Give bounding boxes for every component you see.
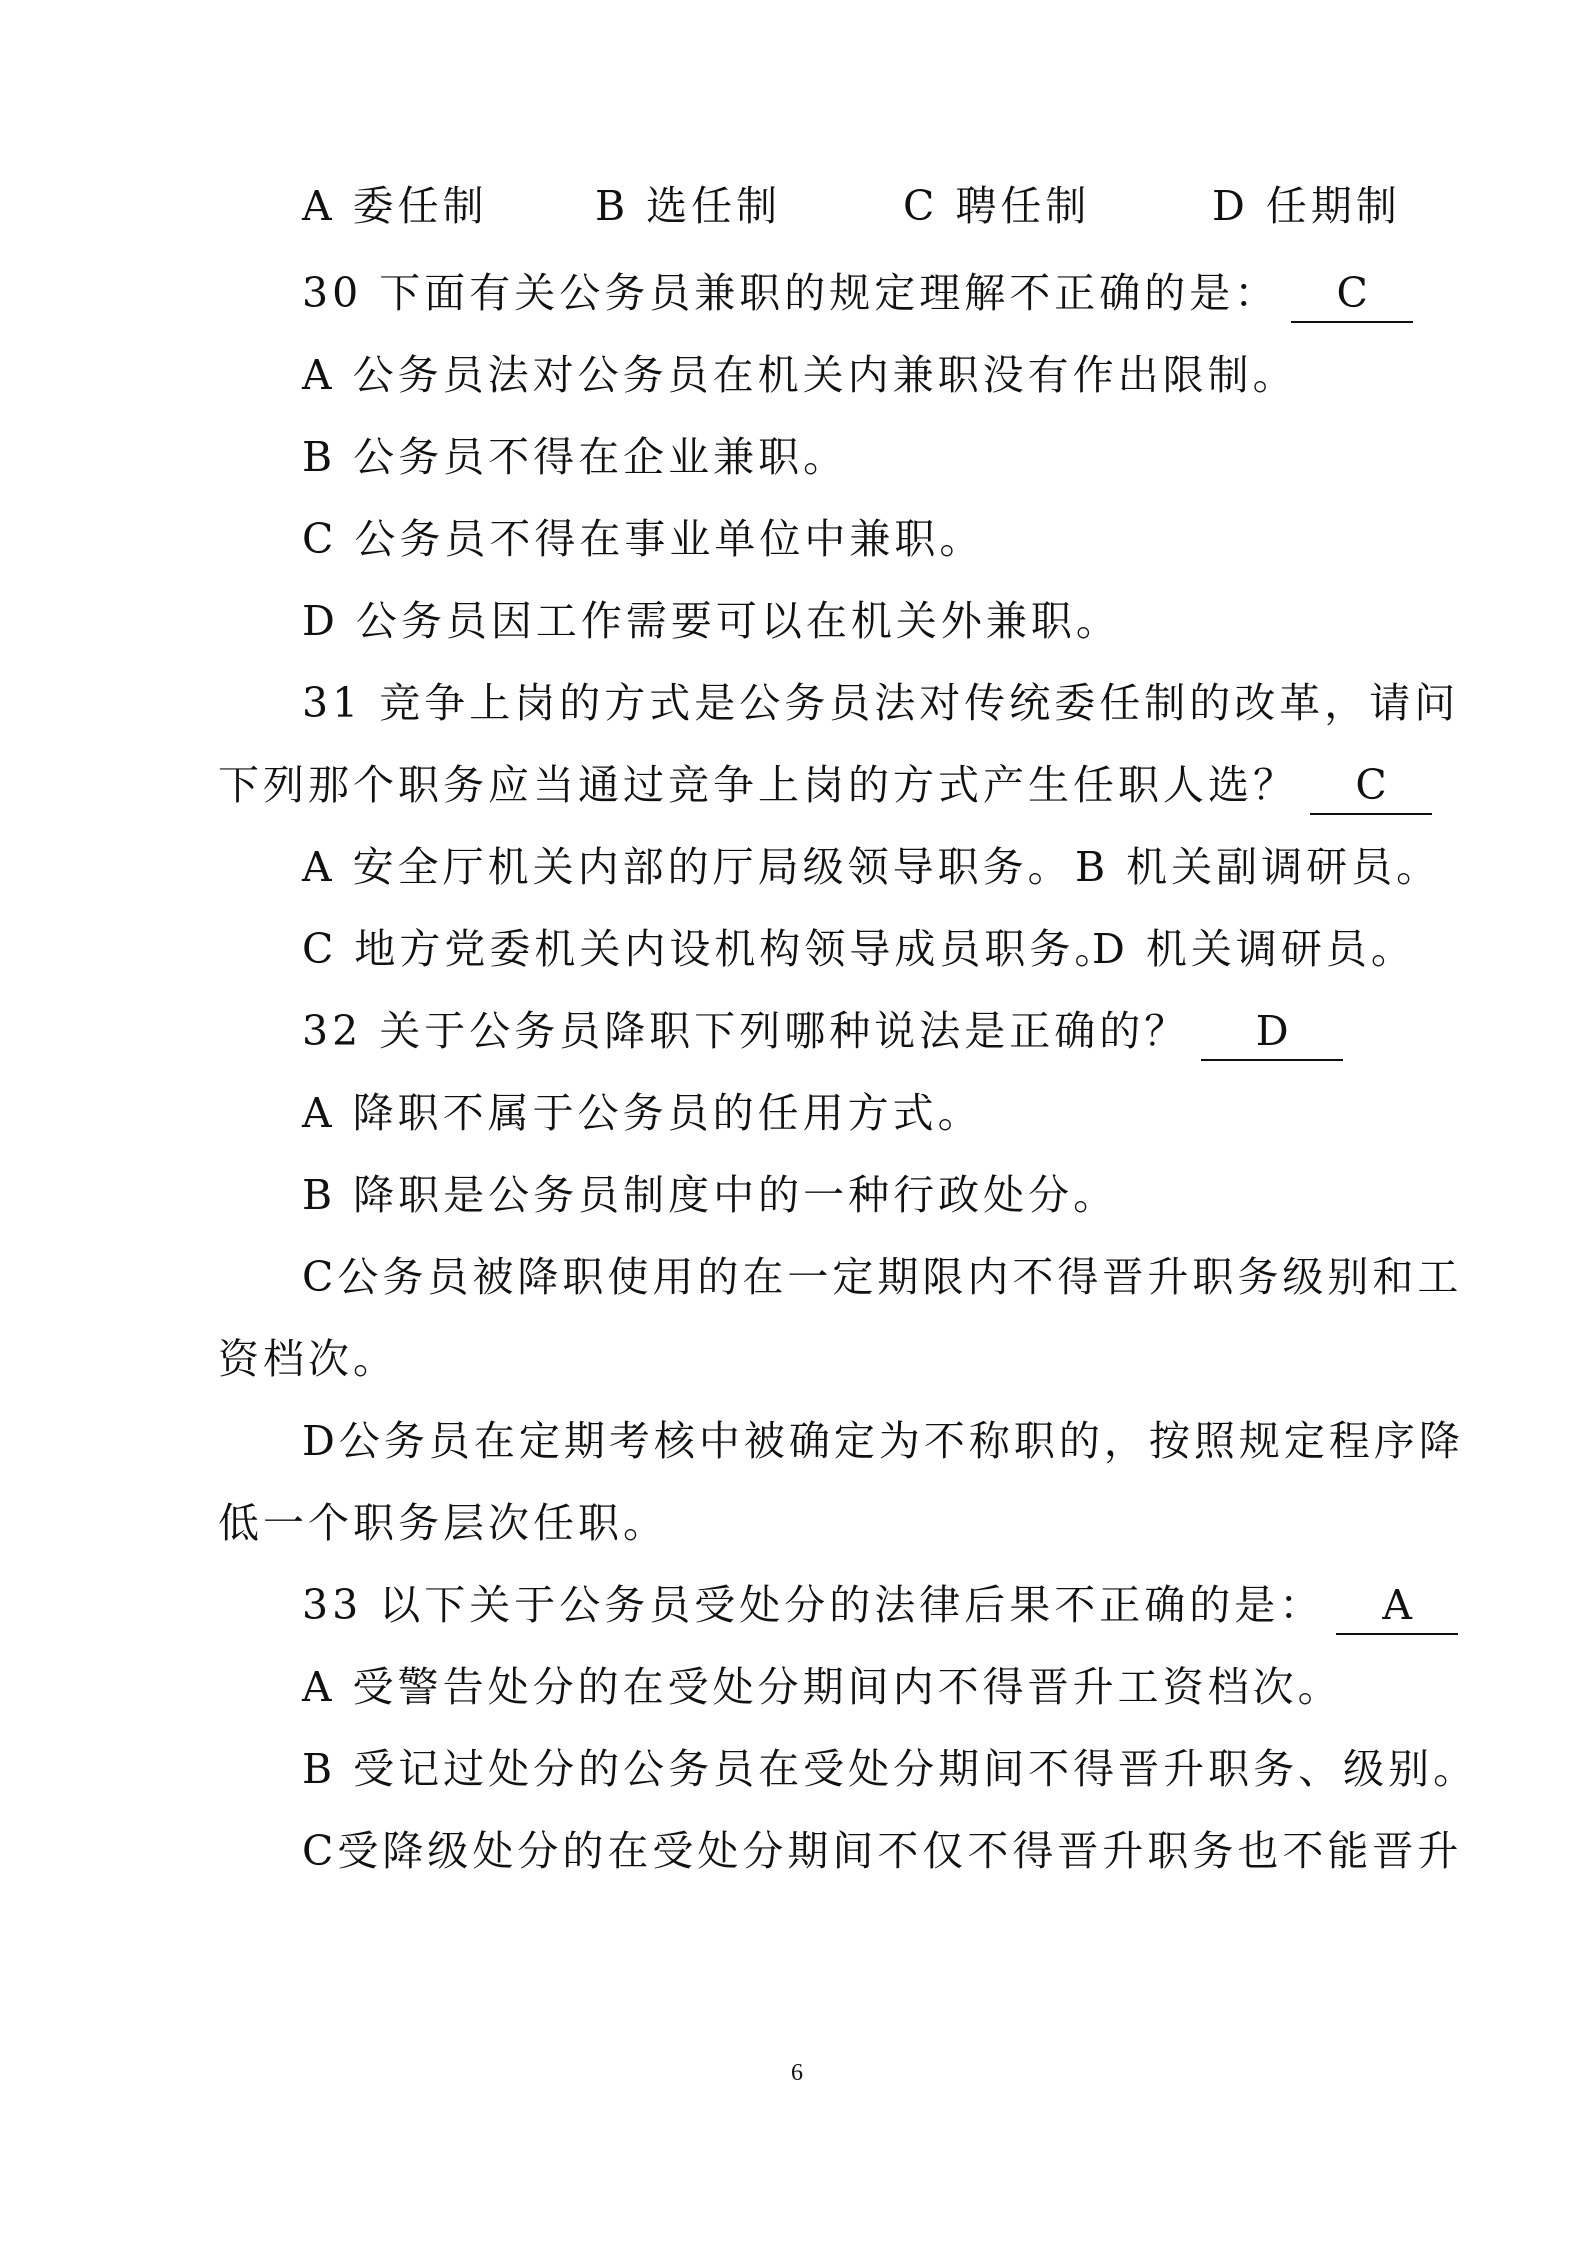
answer-blank: C <box>1291 265 1413 323</box>
question-32-option-c-line2: 资档次。 <box>218 1335 398 1383</box>
question-32-option-a: A 降职不属于公务员的任用方式。 <box>302 1089 983 1137</box>
question-30-option-d: D 公务员因工作需要可以在机关外兼职。 <box>302 597 1121 645</box>
question-30-option-c: C 公务员不得在事业单位中兼职。 <box>302 515 985 563</box>
question-31-options-cd <box>0 907 1594 991</box>
question-33-option-a: A 受警告处分的在受处分期间内不得晋升工资档次。 <box>302 1663 1343 1711</box>
question-31-stem-line1: 31 竞争上岗的方式是公务员法对传统委任制的改革，请问 <box>302 679 1460 727</box>
answer-blank: D <box>1201 1003 1343 1061</box>
option-c: C 聘任制 <box>903 182 1091 230</box>
question-30-stem <box>0 251 1594 335</box>
question-32-option-c-line1: C公务员被降职使用的在一定期限内不得晋升职务级别和工 <box>302 1253 1463 1301</box>
question-32-option-d-line2: 低一个职务层次任职。 <box>218 1499 668 1547</box>
question-31-option-b: B 机关副调研员。 <box>1075 843 1442 891</box>
question-text: 下列那个职务应当通过竞争上岗的方式产生任职人选？ <box>218 761 1298 809</box>
question-31-option-d: D 机关调研员。 <box>1092 925 1416 973</box>
question-33-stem <box>0 1563 1594 1647</box>
question-30-option-b: B 公务员不得在企业兼职。 <box>302 433 849 481</box>
option-d: D 任期制 <box>1212 182 1401 230</box>
answer-blank: C <box>1310 757 1432 815</box>
question-text: 32 关于公务员降职下列哪种说法是正确的？ <box>302 1007 1190 1055</box>
question-text: 33 以下关于公务员受处分的法律后果不正确的是： <box>302 1581 1325 1629</box>
question-32-stem <box>0 989 1594 1073</box>
question-33-option-c-line1: C受降级处分的在受处分期间不仅不得晋升职务也不能晋升 <box>302 1827 1463 1875</box>
option-a: A 委任制 <box>302 182 488 230</box>
question-31-stem-line2 <box>0 743 1594 827</box>
options-row-q29 <box>0 164 1594 248</box>
question-31-option-a: A 安全厅机关内部的厅局级领导职务。 <box>302 843 1073 891</box>
question-32-option-d-line1: D公务员在定期考核中被确定为不称职的，按照规定程序降 <box>302 1417 1464 1465</box>
question-33-option-b: B 受记过处分的公务员在受处分期间不得晋升职务、级别。 <box>302 1745 1479 1793</box>
answer-blank: A <box>1336 1577 1458 1635</box>
question-30-option-a: A 公务员法对公务员在机关内兼职没有作出限制。 <box>302 351 1298 399</box>
question-31-options-ab <box>0 825 1594 909</box>
page-number: 6 <box>791 2060 803 2086</box>
question-31-option-c: C 地方党委机关内设机构领导成员职务。 <box>302 925 1120 973</box>
question-text: 30 下面有关公务员兼职的规定理解不正确的是： <box>302 269 1280 317</box>
option-b: B 选任制 <box>595 182 782 230</box>
question-32-option-b: B 降职是公务员制度中的一种行政处分。 <box>302 1171 1119 1219</box>
